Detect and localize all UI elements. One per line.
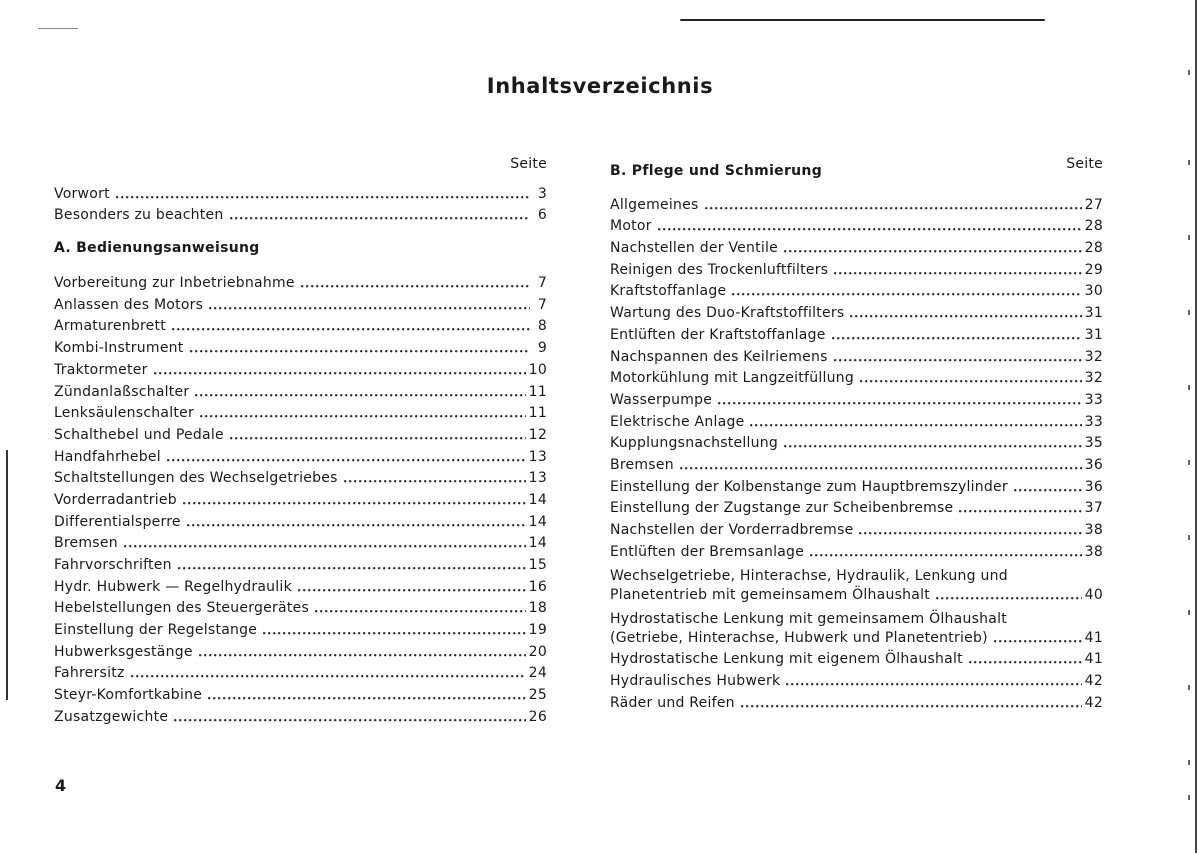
toc-entry-page: 30 [1084, 283, 1103, 300]
dot-leader [315, 601, 526, 613]
toc-entry-page: 18 [528, 600, 547, 617]
dot-leader [860, 371, 1082, 383]
toc-entry-page: 14 [528, 513, 547, 530]
toc-entry [54, 203, 547, 225]
toc-entry [610, 344, 1103, 366]
dot-leader [859, 523, 1081, 535]
toc-entry-page: 11 [528, 383, 547, 400]
toc-entry-title: Hydraulisches Hubwerk [610, 673, 781, 690]
dot-leader [344, 471, 526, 483]
toc-entry-title: Elektrische Anlage [610, 413, 745, 430]
toc-entry [610, 539, 1103, 561]
seite-label: Seite [510, 156, 547, 172]
toc-entry-page: 11 [528, 405, 547, 422]
toc-entry [54, 270, 547, 292]
toc-entry-page: 7 [537, 275, 547, 292]
toc-entry-title: Allgemeines [610, 196, 699, 213]
toc-entry [610, 668, 1103, 690]
toc-entry [54, 181, 547, 203]
scan-tick [1188, 795, 1190, 800]
dot-leader [850, 306, 1081, 318]
dot-leader [786, 674, 1081, 686]
toc-entry-title: Nachspannen des Keilriemens [610, 348, 828, 365]
toc-entry-title: Kraftstoffanlage [610, 283, 727, 300]
toc-entry-title: Differentialsperre [54, 513, 181, 530]
page-number: 4 [55, 776, 67, 795]
toc-entry-title: Bremsen [610, 456, 674, 473]
toc-right-column [610, 155, 1103, 712]
dot-leader [200, 406, 526, 418]
toc-entry-title: Hubwerksgestänge [54, 643, 193, 660]
scan-mark-left [6, 450, 8, 700]
toc-entry [610, 322, 1103, 344]
toc-front-list [54, 181, 547, 224]
toc-entry [54, 639, 547, 661]
toc-entry-multiline [610, 604, 1103, 647]
toc-entry-page: 38 [1084, 543, 1103, 560]
seite-label: Seite [1066, 156, 1103, 172]
dot-leader [732, 284, 1081, 296]
toc-entry-page: 8 [537, 318, 547, 335]
toc-entry-title: Einstellung der Kolbenstange zum Hauptbremszylinder [610, 478, 1008, 495]
scan-tick [1188, 385, 1190, 390]
dot-leader [263, 623, 526, 635]
scan-tick [1188, 535, 1190, 540]
toc-entry [610, 257, 1103, 279]
scan-tick [1188, 610, 1190, 615]
scan-tick [1188, 160, 1190, 165]
toc-entry [54, 661, 547, 683]
dot-leader [208, 688, 526, 700]
page-title: Inhaltsverzeichnis [486, 74, 714, 98]
toc-entry-title: Vorwort [54, 185, 110, 202]
toc-entry-page: 38 [1084, 522, 1103, 538]
toc-entry-title: Räder und Reifen [610, 694, 735, 711]
dot-leader [116, 187, 530, 199]
toc-entry [54, 617, 547, 639]
dot-leader [187, 515, 526, 527]
dot-leader [969, 652, 1082, 664]
dot-leader [810, 545, 1082, 557]
toc-entry [54, 531, 547, 553]
toc-left-column [54, 155, 547, 726]
toc-entry-title: Vorbereitung zur Inbetriebnahme [54, 275, 295, 292]
toc-entry-title: Reinigen des Trockenluftfilters [610, 261, 829, 278]
toc-entry-title: Bremsen [54, 535, 118, 552]
toc-entry-page: 27 [1084, 196, 1103, 213]
dot-leader [680, 458, 1082, 470]
toc-entry-title: Hebelstellungen des Steuergerätes [54, 600, 309, 617]
toc-entry-title: Motor [610, 218, 652, 235]
toc-entry [610, 279, 1103, 301]
toc-entry-page: 26 [528, 708, 547, 725]
toc-entry-page: 14 [528, 491, 547, 508]
toc-entry-page: 40 [1084, 586, 1103, 603]
toc-entry-title: Vorderradantrieb [54, 491, 177, 508]
dot-leader [131, 666, 526, 678]
toc-entry [610, 387, 1103, 409]
dot-leader [959, 501, 1081, 513]
toc-entry-title: Fahrvorschriften [54, 557, 172, 573]
toc-entry-title: Entlüften der Kraftstoffanlage [610, 326, 826, 343]
toc-entry-title-line1: Wechselgetriebe, Hinterachse, Hydraulik, Lenkung und [610, 568, 1008, 585]
toc-entry-page: 41 [1084, 651, 1103, 668]
toc-entry-page: 32 [1084, 370, 1103, 387]
dot-leader [1014, 480, 1082, 492]
toc-entry [610, 474, 1103, 496]
dot-leader [230, 208, 531, 220]
dot-leader [195, 385, 525, 397]
toc-entry-title-line2: (Getriebe, Hinterachse, Hubwerk und Planetentrieb) [610, 629, 988, 646]
toc-entry [54, 487, 547, 509]
toc-entry [54, 401, 547, 423]
dot-leader [784, 241, 1082, 253]
toc-entry-title: Lenksäulenschalter [54, 405, 194, 422]
dot-leader [718, 393, 1082, 405]
toc-entry-title: Hydr. Hubwerk — Regelhydraulik [54, 578, 292, 595]
toc-entry-page: 36 [1084, 478, 1103, 495]
toc-entry [610, 366, 1103, 388]
toc-entry [54, 509, 547, 531]
toc-entry [54, 314, 547, 336]
dot-leader [230, 428, 526, 440]
dot-leader [172, 319, 530, 331]
toc-entry [610, 409, 1103, 431]
scan-edge-right [1195, 0, 1197, 853]
toc-entry-page: 33 [1084, 391, 1103, 408]
dot-leader [124, 536, 526, 548]
toc-entry-page: 29 [1084, 261, 1103, 278]
toc-entry [54, 444, 547, 466]
dot-leader [167, 450, 526, 462]
toc-entry [610, 647, 1103, 669]
toc-entry-page: 7 [537, 296, 547, 313]
toc-section-b-list-end [610, 647, 1103, 712]
dot-leader [658, 219, 1082, 231]
toc-entry [54, 292, 547, 314]
toc-entry-page: 14 [528, 535, 547, 552]
toc-entry-page: 42 [1084, 694, 1103, 711]
toc-entry [54, 422, 547, 444]
toc-entry-page: 6 [537, 207, 547, 224]
toc-entry-page: 12 [528, 426, 547, 443]
toc-entry-page: 24 [528, 665, 547, 682]
toc-entry-page: 9 [537, 340, 547, 357]
toc-entry [54, 704, 547, 726]
toc-entry [610, 192, 1103, 214]
toc-entry [54, 596, 547, 618]
toc-entry-page: 42 [1084, 673, 1103, 690]
toc-entry-page: 13 [528, 448, 547, 465]
toc-entry-page: 19 [528, 622, 547, 639]
toc-entry-title: Schalthebel und Pedale [54, 426, 224, 443]
toc-entry [610, 300, 1103, 322]
toc-entry-title: Besonders zu beachten [54, 207, 224, 224]
dot-leader [936, 588, 1082, 600]
toc-entry [54, 379, 547, 401]
toc-entry-page: 41 [1084, 629, 1103, 646]
toc-entry [54, 357, 547, 379]
toc-entry-title-line1: Hydrostatische Lenkung mit gemeinsamem Ölhaushalt [610, 611, 1007, 628]
toc-entry-page: 36 [1084, 456, 1103, 473]
toc-entry-page: 15 [528, 557, 547, 573]
toc-entry-page: 28 [1084, 240, 1103, 257]
toc-entry [54, 682, 547, 704]
toc-entry-multiline [610, 561, 1103, 604]
scan-tick [1188, 760, 1190, 765]
dot-leader [834, 263, 1081, 275]
toc-entry-title: Zusatzgewichte [54, 708, 169, 725]
toc-section-b-list [610, 192, 1103, 561]
toc-entry [54, 574, 547, 596]
dot-leader [994, 631, 1082, 643]
toc-entry [610, 452, 1103, 474]
dot-leader [209, 298, 530, 310]
toc-entry-title: Handfahrhebel [54, 448, 161, 465]
scan-tick [1188, 460, 1190, 465]
dot-leader [298, 580, 526, 592]
toc-entry-title: Kupplungsnachstellung [610, 435, 779, 452]
dot-leader [741, 696, 1082, 708]
toc-entry [54, 466, 547, 488]
toc-entry-title: Einstellung der Zugstange zur Scheibenbremse [610, 500, 954, 517]
toc-entry-page: 20 [528, 643, 547, 660]
dot-leader [301, 276, 530, 288]
toc-entry-title: Fahrersitz [54, 665, 125, 682]
toc-entry-title: Zündanlaßschalter [54, 383, 190, 400]
scan-tick [1188, 685, 1190, 690]
toc-entry-title: Entlüften der Bremsanlage [610, 543, 805, 560]
section-heading-b: B. Pflege und Schmierung [610, 163, 823, 179]
dot-leader [178, 558, 526, 570]
toc-entry-page: 10 [528, 361, 547, 378]
toc-entry-title: Kombi-Instrument [54, 340, 184, 357]
toc-entry-page: 16 [528, 578, 547, 595]
toc-entry-page: 35 [1084, 435, 1103, 452]
dot-leader [190, 341, 530, 353]
toc-entry-page: 33 [1084, 413, 1103, 430]
toc-entry [610, 517, 1103, 539]
toc-entry-title: Anlassen des Motors [54, 296, 204, 313]
toc-entry-title: Schaltstellungen des Wechselgetriebes [54, 470, 338, 487]
toc-entry-title: Hydrostatische Lenkung mit eigenem Ölhaushalt [610, 651, 963, 668]
toc-entry-title: Nachstellen der Ventile [610, 240, 779, 257]
toc-section-a-list [54, 270, 547, 725]
toc-entry-page: 32 [1084, 348, 1103, 365]
section-heading-a: A. Bedienungsanweisung [54, 240, 260, 257]
toc-entry-title: Motorkühlung mit Langzeitfüllung [610, 370, 855, 387]
toc-entry [610, 235, 1103, 257]
toc-entry-title: Steyr-Komfortkabine [54, 687, 203, 704]
toc-entry-title: Wartung des Duo-Kraftstoffilters [610, 305, 845, 322]
toc-entry [610, 496, 1103, 518]
dot-leader [705, 198, 1082, 210]
toc-entry [54, 335, 547, 357]
toc-entry-title-line2: Planetentrieb mit gemeinsamem Ölhaushalt [610, 586, 931, 603]
scan-tick [1188, 310, 1190, 315]
dot-leader [154, 363, 526, 375]
toc-entry-page: 3 [537, 185, 547, 202]
scan-mark-top [680, 19, 1045, 21]
dot-leader [750, 415, 1081, 427]
toc-entry [54, 552, 547, 574]
toc-entry [610, 214, 1103, 236]
dot-leader [832, 328, 1082, 340]
toc-entry-title: Armaturenbrett [54, 318, 167, 335]
toc-entry-page: 28 [1084, 218, 1103, 235]
toc-entry [610, 690, 1103, 712]
dot-leader [784, 436, 1082, 448]
toc-entry-title: Wasserpumpe [610, 391, 713, 408]
toc-entry-page: 31 [1084, 326, 1103, 343]
toc-entry-title: Nachstellen der Vorderradbremse [610, 522, 854, 538]
dot-leader [834, 350, 1082, 362]
dot-leader [183, 493, 526, 505]
toc-entry-page: 13 [528, 470, 547, 487]
toc-entry [610, 431, 1103, 453]
scan-mark-top-left [38, 28, 78, 29]
dot-leader [199, 645, 526, 657]
scan-tick [1188, 235, 1190, 240]
dot-leader [174, 710, 525, 722]
toc-entry-page: 37 [1084, 500, 1103, 517]
toc-entry-title: Traktormeter [54, 361, 148, 378]
toc-entry-title: Einstellung der Regelstange [54, 622, 258, 639]
toc-entry-page: 31 [1084, 305, 1103, 322]
toc-entry-page: 25 [528, 687, 547, 704]
